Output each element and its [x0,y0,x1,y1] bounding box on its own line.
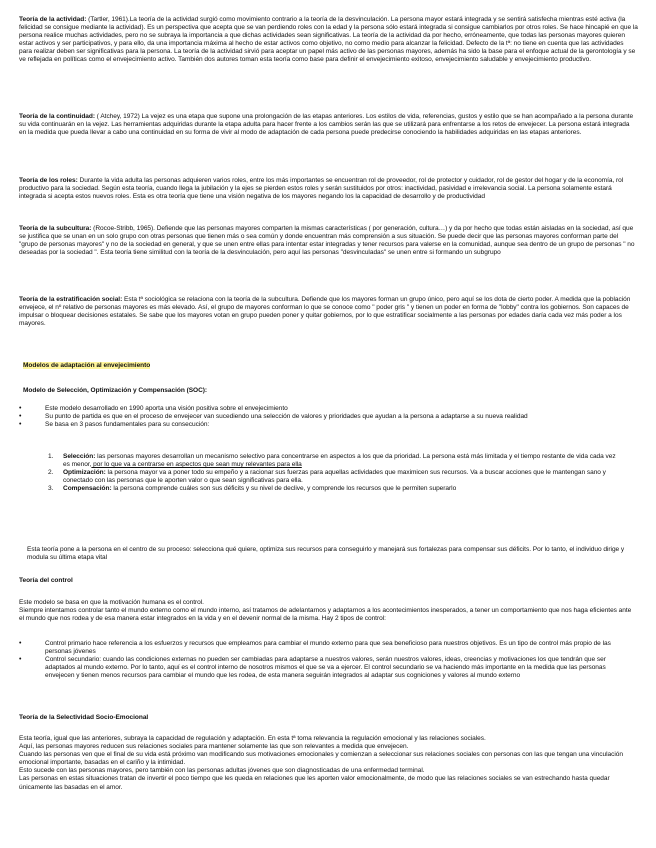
step-title: Compensación: [63,485,112,493]
step-title: Optimización: [63,469,106,477]
heading-subcultura: Teoría de la subcultura: [19,225,92,232]
soc-step-compensacion [37,485,622,493]
selectividad-heading: Teoría de la Selectividad Socio-Emocional [19,714,149,721]
selectividad-body [19,735,629,792]
soc-step-list [37,453,622,493]
heading-estratificacion: Teoría de la estratificación social: [19,296,123,303]
text-continuidad: ( Atchey, 1972) La vejez es una etapa que supone una prolongación de las etapas anteriores. Los estilos de vida, referencias, gustos y estilo que se han acompañado a la persona durante su vida continuarán en la vejez. Las herramientas adquiridas durante la etapa adulta para hacer frente a los cambios serán las que se utilizará para enfrentarse a los retos de envejecer. La persona estará integrada en la medida que pueda llevar a cabo una continuidad en su forma de vivir al modo de adaptación de cada persona puede predecirse conociendo la habilidades adquiridas en las etapas anteriores. [19,113,634,137]
paragraph-actividad [19,16,638,65]
paragraph-estratificacion [19,296,638,328]
text-actividad: (Tartler, 1961).La teoría de la actividad surgió como movimiento contrario a la teoría de la desvinculación. La persona mayor estará integrada y se sentirá satisfecha mientras esté activa (la felicidad se consigue mediante la actividad). Es un perspectiva que acepta que se van perdiendo roles con la edad y la persona sólo estará integrada si consigue cambiarlos por otros roles. Se hace hincapié en que la persona realice muchas actividades, pero no se subraya la importancia a que dichas actividades sean significativas. La teoría de la actividad da por hecho, erróneamente, que todas las personas mayores quieren estar activos y ser participativos, y para ello, da una importancia máxima al hecho de estar activos como objetivo, no como medio para alcanzar la felicidad. Defecto de la tª: no tiene en cuenta que las actividades para realizar deben ser significativas para la persona. La teoría de la actividad sirvió para aceptar un papel más activo de las personas mayores, además ha sido la base para el enfoque actual de la gerontología y se ve reflejada en políticas como el envejecimiento activo. También dos autores toman esta teoría como base para definir el envejecimiento exitoso, envejecimiento saludable y envejecimiento productivo. [19,16,638,64]
control-primario-text: hace referencia a los esfuerzos y recursos que empleamos para cambiar el mundo externo para que sea beneficioso para nuestros objetivos. Es un tipo de control más propio de las personas jóvenes [45,640,611,656]
step-text-underlined: por lo que va a centrarse en aspectos que sean muy relevantes para ella [91,461,302,469]
step-number: 2. [48,469,54,477]
soc-bullet-list [19,405,621,429]
step-text: las personas mayores desarrollan un mecanismo selectivo para concentrarse en aspectos a los que da prioridad. La persona está más limitada y el tiempo restante de vida cada vez es menor, [63,453,616,469]
control-p1: Este modelo se basa en que la motivación humana es el control. [19,599,204,606]
control-secundario-title: Control secundario [45,656,100,664]
control-heading: Teoría del control [19,577,73,584]
control-p2: Siempre intentamos controlar tanto el mundo externo como el mundo interno, así tratamos de adelantarnos y adaptarnos a los acontecimientos inesperados, a tener un comportamiento que nos haga eficientes ante el mundo que nos rodea y de esa manera estar integrados en la vida y en el devenir normal de la misma. Hay 2 tipos de control: [19,607,632,623]
soc-heading: Modelo de Selección, Optimización y Compensación (SOC): [23,387,208,394]
selectividad-line: Esta teoría, igual que las anteriores, subraya la capacidad de regulación y adaptación. En esta tª toma relevancia la regulación emocional y las relaciones sociales. [19,735,486,742]
modelos-heading: Modelos de adaptación al envejecimiento [23,362,151,369]
paragraph-continuidad [19,113,638,137]
step-number: 3. [48,485,54,493]
control-primario-title: Control primario [45,640,91,647]
selectividad-line: Las personas en estas situaciones tratan de invertir el poco tiempo que les queda en relaciones que les aporten valor emocionalmente, de modo que las relaciones sociales se van estrechando hasta quedar únicamente las basadas en el amor. [19,775,610,791]
soc-step-optimizacion [37,469,622,485]
selectividad-line: Aquí, las personas mayores reducen sus relaciones sociales para mantener solamente las que son relevantes a medida que envejecen. [19,743,409,751]
paragraph-subcultura [19,225,638,257]
step-text: la persona comprende cuáles son sus déficits y su nivel de declive, y comprende los recursos que le permiten superarlo [111,485,457,493]
step-title: Selección: [63,453,96,460]
list-item [19,640,629,656]
paragraph-roles [19,177,638,201]
selectividad-line: Esto sucede con las personas mayores, pero también con las personas adultas jóvenes que son diagnosticadas de una enfermedad terminal. [19,767,425,775]
control-bullet-list [19,640,629,680]
soc-step-seleccion [37,453,622,469]
list-item: • Este modelo desarrollado en 1990 aporta una visión positiva sobre el envejecimiento [19,405,621,413]
text-subcultura: (Rocoe-Stribb, 1965). Defiende que las personas mayores comparten la mismas características ( por generación, cultura…) y da por hecho que todas están aisladas en la sociedad, así que se justifica que se unan en un solo grupo con otras personas que tienen más o sea común y donde encuentran más comprensión a sus situación. Se puede decir que las personas mayores conforman parte del "grupo de personas mayores" y no de la sociedad en general, y que se unen entre ellas para intentar estar integradas y tener recursos para valerse en la comunidad, aunque sea dentro de un grupo de personas " no deseadas por la sociedad ". Esta teoría tiene similitud con la teoría de la desvinculación, pero aquí las personas "desvinculadas" se unen entre si formando un subgrupo [19,225,635,257]
text-estratificacion: Esta tª sociológica se relaciona con la teoría de la subcultura. Defiende que los mayores forman un grupo único, pero aquí se los dota de cierto poder. A medida que la población envejece, el nº relativo de personas mayores es más elevado. Así, el grupo de mayores conforman lo que se conoce como " poder gris " y tienen un poder en forma de "lobby" contra los gobiernos. Son capaces de impulsar o bloquear decisiones estatales. Se sabe que los mayores votan en grupo pueden poner y quitar gobiernos, por lo que estratificar socialmente a las personas por edades daría cada vez más poder a los mayores. [19,296,631,328]
heading-roles: Teoría de los roles: [19,177,78,184]
text-roles: Durante la vida adulta las personas adquieren varios roles, entre los más importantes se encuentran rol de proveedor, rol de protector y cuidador, rol de gestor del hogar y de la economía, rol productivo para la sociedad. Según esta teoría, cuando llega la jubilación y la ejes se pierden estos roles y serán sustituidos por otros: inactividad, pasividad e irrelevancia social. La persona solamente estará integrada si acepta estos nuevos roles. Esta es otra teoría que tiene una visión negativa de los mayores negando los la capacidad de desarrollo y de productividad [19,177,624,201]
section-heading-modelos [23,362,150,370]
heading-actividad: Teoría de la actividad: [19,16,87,23]
selectividad-line: Cuando las personas ven que el final de su vida está próximo van modificando sus motivaciones emocionales y comienzan a seleccionar sus relaciones sociales con personas con las que tengan una vinculación emocional importante, basadas en el cariño y la intimidad. [19,751,624,767]
step-text: la persona mayor va a poner todo su empeño y a racionar sus fuerzas para aquellas actividades que maximicen sus recursos. Va a buscar acciones que le mantengan sano y conectado con las personas que le aporten valor o que sean significativas para ella. [63,469,606,485]
step-number: 1. [48,453,54,460]
list-item: • Se basa en 3 pasos fundamentales para su consecución: [19,421,621,429]
heading-continuidad: Teoría de la continuidad: [19,113,95,120]
soc-closing: Esta teoría pone a la persona en el centro de su proceso: selecciona qué quiere, optimiza sus recursos para conseguirlo y manejará sus fortalezas para compensar sus déficits. Por lo tanto, el individuo dirige y modula su última etapa vital [27,546,625,562]
list-item: • Su punto de partida es que en el proceso de envejecer van sucediendo una selección de valores y prioridades que ayudan a la persona a adaptarse a su nueva realidad [19,413,621,421]
control-secundario-text: : cuando las condiciones externas no pueden ser cambiadas para adaptarse a nuestros valores, serán nuestros valores, ideas, creencias y motivaciones los que tendrán que ser adaptados al mundo externo. Por lo tanto, aquí es el control interno de nosotros mismos el que se va a ejercer. El control secundario se va haciendo más importante en la medida que las personas envejecen y tienen menos recursos para cambiar el mundo que les rodea, de esta manera seguirán integrados al adaptar sus cogniciones y valores al mundo externo [45,656,606,680]
list-item [19,656,629,680]
